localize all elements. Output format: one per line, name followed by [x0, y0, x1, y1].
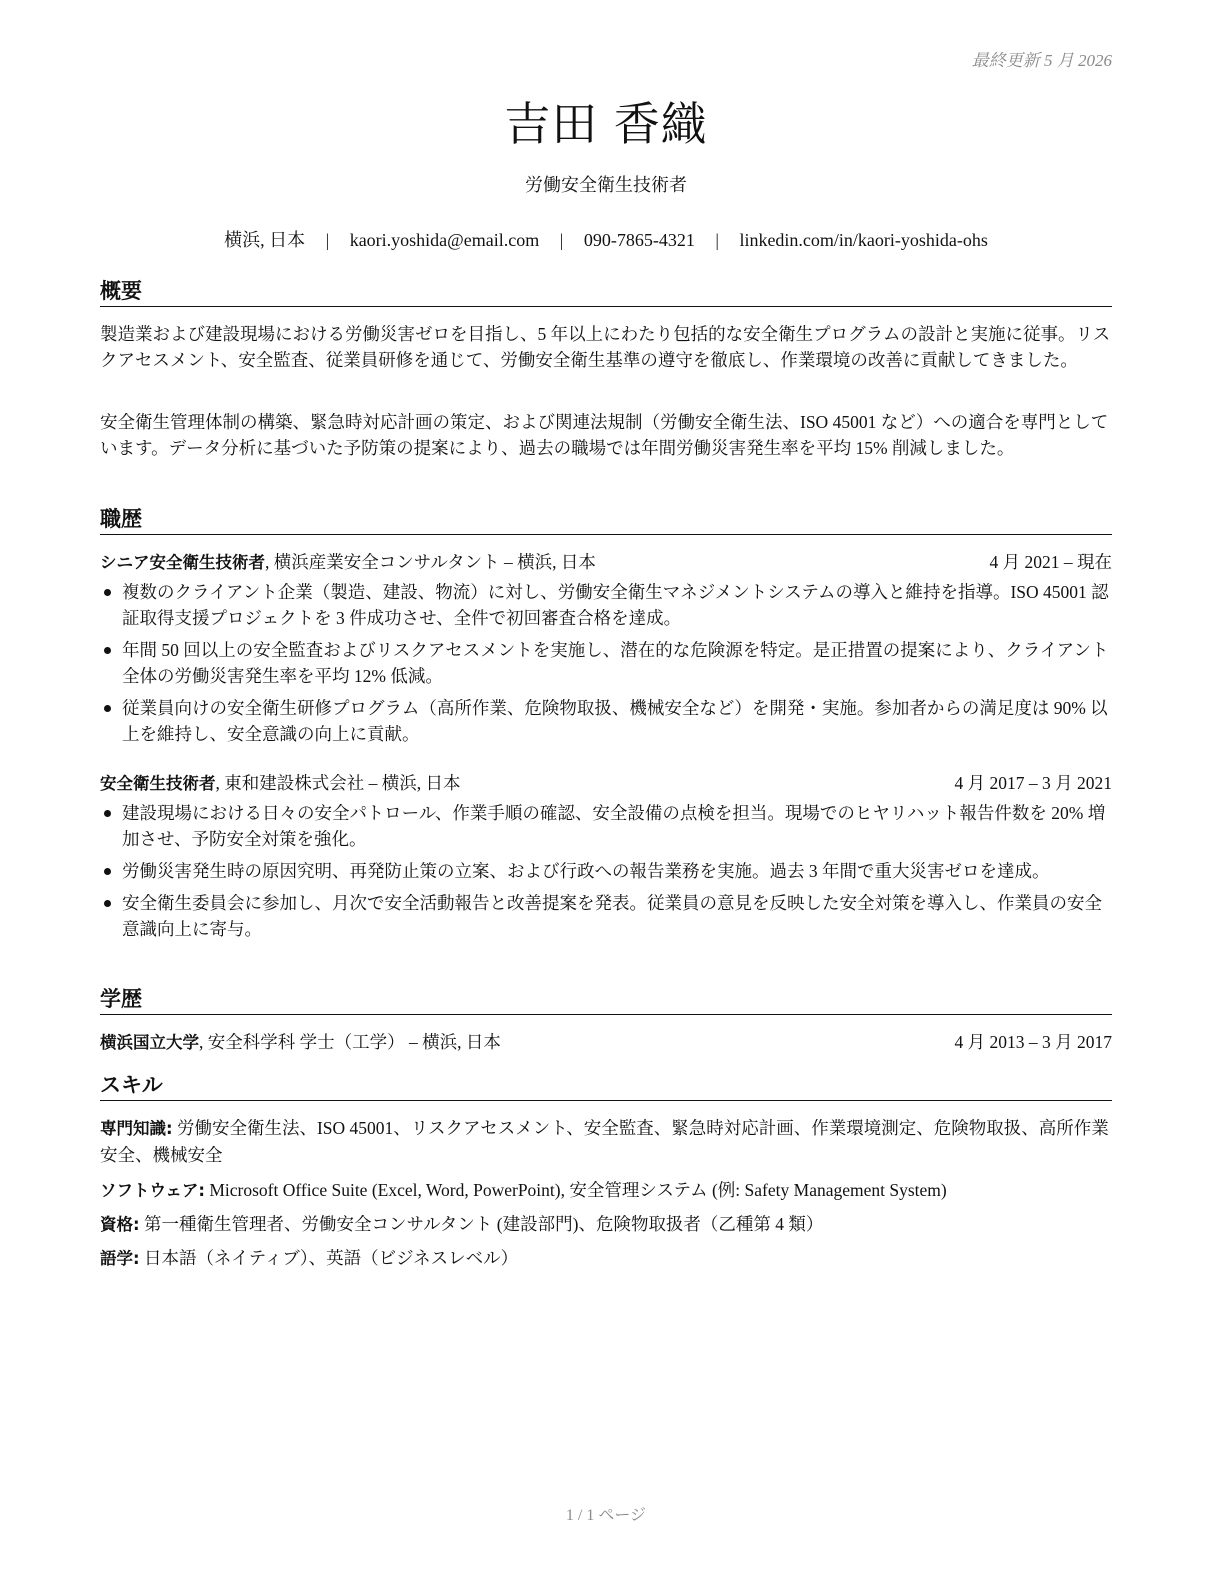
- separator: |: [325, 230, 330, 250]
- contact-location: 横浜, 日本: [224, 230, 306, 250]
- job-role: 安全衛生技術者: [100, 774, 216, 793]
- skill-line: [100, 1115, 1112, 1168]
- skill-label: 資格:: [100, 1215, 140, 1234]
- skill-value: 第一種衛生管理者、労働安全コンサルタント (建設部門)、危険物取扱者（乙種第 4 類）: [139, 1214, 824, 1234]
- section-heading-experience: 職歴: [100, 506, 1112, 535]
- job-bullets: [100, 800, 1112, 948]
- job-org: , 横浜産業安全コンサルタント – 横浜, 日本: [265, 552, 596, 572]
- section-heading-education: 学歴: [100, 986, 1112, 1015]
- list-item: 年間 50 回以上の安全監査およびリスクアセスメントを実施し、潜在的な危険源を特定。是正措置の提案により、クライアント全体の労働災害発生率を平均 12% 低減。: [100, 637, 1112, 689]
- job-org: , 東和建設株式会社 – 横浜, 日本: [215, 773, 461, 793]
- resume-page: [100, 0, 1112, 1584]
- summary-paragraph: 製造業および建設現場における労働災害ゼロを目指し、5 年以上にわたり包括的な安全衛生プログラムの設計と実施に従事。リスクアセスメント、安全監査、従業員研修を通じて、労働安全衛生基準の遵守を徹底し、作業環境の改善に貢献してきました。: [100, 324, 1111, 370]
- last-updated: 最終更新 5 月 2026: [971, 51, 1112, 70]
- job-bullets: [100, 579, 1112, 753]
- contact-phone: 090-7865-4321: [583, 230, 695, 250]
- list-item: 複数のクライアント企業（製造、建設、物流）に対し、労働安全衛生マネジメントシステムの導入と維持を指導。ISO 45001 認証取得支援プロジェクトを 3 件成功させ、全件で初回審査合格を達成。: [100, 579, 1112, 631]
- separator: |: [715, 230, 719, 250]
- job-dates: 4 月 2017 – 3 月 2021: [954, 773, 1112, 793]
- contact-email[interactable]: kaori.yoshida@email.com: [349, 230, 540, 250]
- education-dates: 4 月 2013 – 3 月 2017: [954, 1032, 1112, 1052]
- job-header: [100, 549, 1112, 576]
- summary-paragraph: 安全衛生管理体制の構築、緊急時対応計画の策定、および関連法規制（労働安全衛生法、ISO 45001 など）への適合を専門としています。データ分析に基づいた予防策の提案により、過去の職場では年間労働災害発生率を平均 15% 削減しました。: [100, 412, 1109, 458]
- job-title: 労働安全衛生技術者: [525, 175, 687, 195]
- list-item: 労働災害発生時の原因究明、再発防止策の立案、および行政への報告業務を実施。過去 3 年間で重大災害ゼロを達成。: [100, 858, 1112, 884]
- skill-line: [100, 1211, 1112, 1238]
- contact-line: [100, 226, 1112, 252]
- skill-label: 専門知識:: [100, 1119, 173, 1138]
- school-name: 横浜国立大学: [100, 1033, 199, 1052]
- skill-label: 語学:: [100, 1249, 140, 1268]
- person-name: 吉田 香織: [504, 97, 708, 151]
- page-number: 1 / 1 ページ: [565, 1507, 647, 1524]
- section-heading-skills: スキル: [100, 1072, 1112, 1101]
- job-role-line: [100, 549, 596, 576]
- degree-detail: , 安全科学科 学士（工学） – 横浜, 日本: [199, 1032, 501, 1052]
- separator: |: [559, 230, 564, 250]
- list-item: 従業員向けの安全衛生研修プログラム（高所作業、危険物取扱、機械安全など）を開発・実施。参加者からの満足度は 90% 以上を維持し、安全意識の向上に貢献。: [100, 695, 1112, 747]
- skill-label: ソフトウェア:: [100, 1181, 205, 1200]
- job-role-line: [100, 770, 461, 797]
- job-role: シニア安全衛生技術者: [100, 553, 265, 572]
- skill-value: Microsoft Office Suite (Excel, Word, PowerPoint), 安全管理システム (例: Safety Management System): [204, 1180, 947, 1200]
- section-heading-summary: 概要: [100, 278, 1112, 307]
- skill-value: 労働安全衛生法、ISO 45001、リスクアセスメント、安全監査、緊急時対応計画、作業環境測定、危険物取扱、高所作業安全、機械安全: [100, 1118, 1109, 1165]
- list-item: 安全衛生委員会に参加し、月次で安全活動報告と改善提案を発表。従業員の意見を反映した安全対策を導入し、作業員の安全意識向上に寄与。: [100, 890, 1112, 942]
- contact-linkedin[interactable]: linkedin.com/in/kaori-yoshida-ohs: [739, 230, 988, 250]
- skill-line: [100, 1245, 1112, 1272]
- job-header: [100, 770, 1112, 797]
- education-entry: [100, 1029, 1112, 1056]
- skill-line: [100, 1177, 1112, 1204]
- job-dates: 4 月 2021 – 現在: [989, 552, 1112, 572]
- list-item: 建設現場における日々の安全パトロール、作業手順の確認、安全設備の点検を担当。現場でのヒヤリハット報告件数を 20% 増加させ、予防安全対策を強化。: [100, 800, 1112, 852]
- education-line: [100, 1029, 501, 1056]
- skill-value: 日本語（ネイティブ）、英語（ビジネスレベル）: [139, 1248, 519, 1268]
